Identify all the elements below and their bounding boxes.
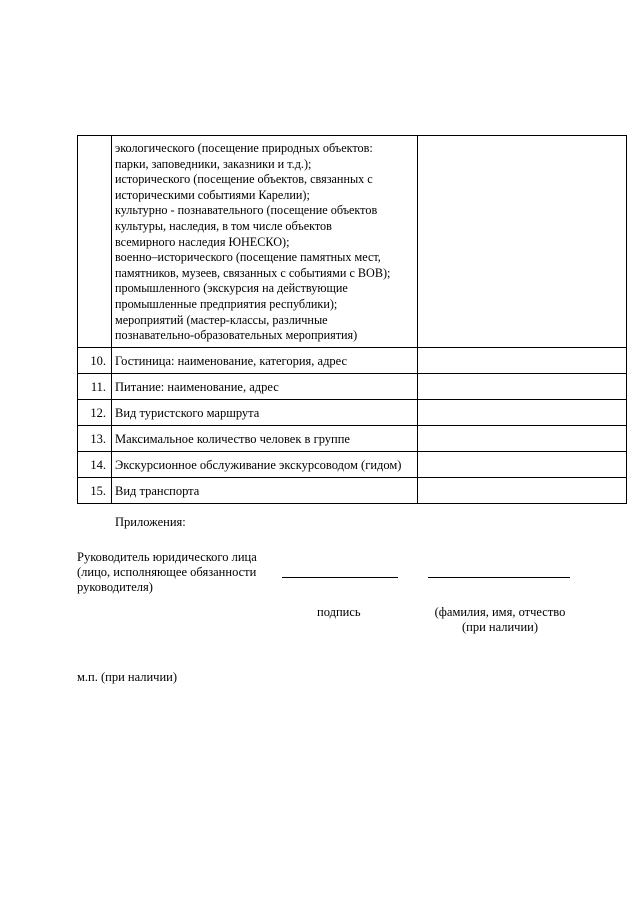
table-row <box>78 477 627 503</box>
excursion-type-line: экологического (посещение природных объектов: <box>115 141 373 155</box>
excursion-type-line: исторического (посещение объектов, связанных с <box>115 172 373 187</box>
row-label: Гостиница: наименование, категория, адрес <box>112 347 418 373</box>
head-title-line: (лицо, исполняющее обязанности <box>77 565 257 579</box>
value-cell[interactable] <box>418 373 627 399</box>
row-number: 13. <box>78 425 112 451</box>
attachments-label: Приложения: <box>115 515 186 529</box>
head-title-line: Руководитель юридического лица <box>77 550 257 564</box>
row-number: 10. <box>78 347 112 373</box>
table-row <box>78 347 627 373</box>
excursion-type-line: культуры, наследия, в том числе объектов <box>115 218 332 233</box>
value-cell[interactable] <box>418 477 627 503</box>
excursion-type-line: историческими событиями Карелии); <box>115 187 310 202</box>
row-number: 11. <box>78 373 112 399</box>
excursion-types-cell <box>112 136 418 348</box>
excursion-type-line: культурно - познавательного (посещение объектов <box>115 203 378 218</box>
row-label: Экскурсионное обслуживание экскурсоводом (гидом) <box>112 451 418 477</box>
excursion-type-line: познавательно-образовательных мероприятия) <box>115 328 358 343</box>
row-label: Максимальное количество человек в группе <box>112 425 418 451</box>
row-number: 15. <box>78 477 112 503</box>
excursion-type-line: всемирного наследия ЮНЕСКО); <box>115 234 290 249</box>
head-title-line: руководителя) <box>77 580 153 594</box>
full-name-caption-line: (фамилия, имя, отчество <box>434 605 566 619</box>
excursion-type-line: памятников, музеев, связанных с событиями с ВОВ); <box>115 265 391 280</box>
row-number <box>78 136 112 348</box>
signature-line[interactable] <box>282 577 398 578</box>
table-row <box>78 425 627 451</box>
table-row <box>78 451 627 477</box>
stamp-label: м.п. (при наличии) <box>77 670 177 684</box>
value-cell[interactable] <box>418 425 627 451</box>
value-cell[interactable] <box>418 399 627 425</box>
excursion-type-line: промышленные предприятия республики); <box>115 296 338 311</box>
row-number: 14. <box>78 451 112 477</box>
row-label: Вид транспорта <box>112 477 418 503</box>
signature-caption: подпись <box>317 605 361 619</box>
row-number: 12. <box>78 399 112 425</box>
value-cell[interactable] <box>418 347 627 373</box>
head-title <box>77 550 257 595</box>
route-info-table <box>77 135 627 504</box>
excursion-type-line: промышленного (экскурсия на действующие <box>115 281 348 296</box>
full-name-line[interactable] <box>428 577 570 578</box>
excursion-type-line: мероприятий (мастер-классы, различные <box>115 312 328 327</box>
row-label: Вид туристского маршрута <box>112 399 418 425</box>
table-row <box>78 373 627 399</box>
excursion-type-line: военно–исторического (посещение памятных мест, <box>115 250 381 265</box>
excursion-type-line: парки, заповедники, заказники и т.д.); <box>115 156 312 171</box>
row-label: Питание: наименование, адрес <box>112 373 418 399</box>
value-cell[interactable] <box>418 451 627 477</box>
value-cell[interactable] <box>418 136 627 348</box>
table-row <box>78 399 627 425</box>
full-name-caption-line: (при наличии) <box>461 620 539 634</box>
full-name-caption <box>432 605 568 635</box>
table-row-excursion-types <box>78 136 627 348</box>
